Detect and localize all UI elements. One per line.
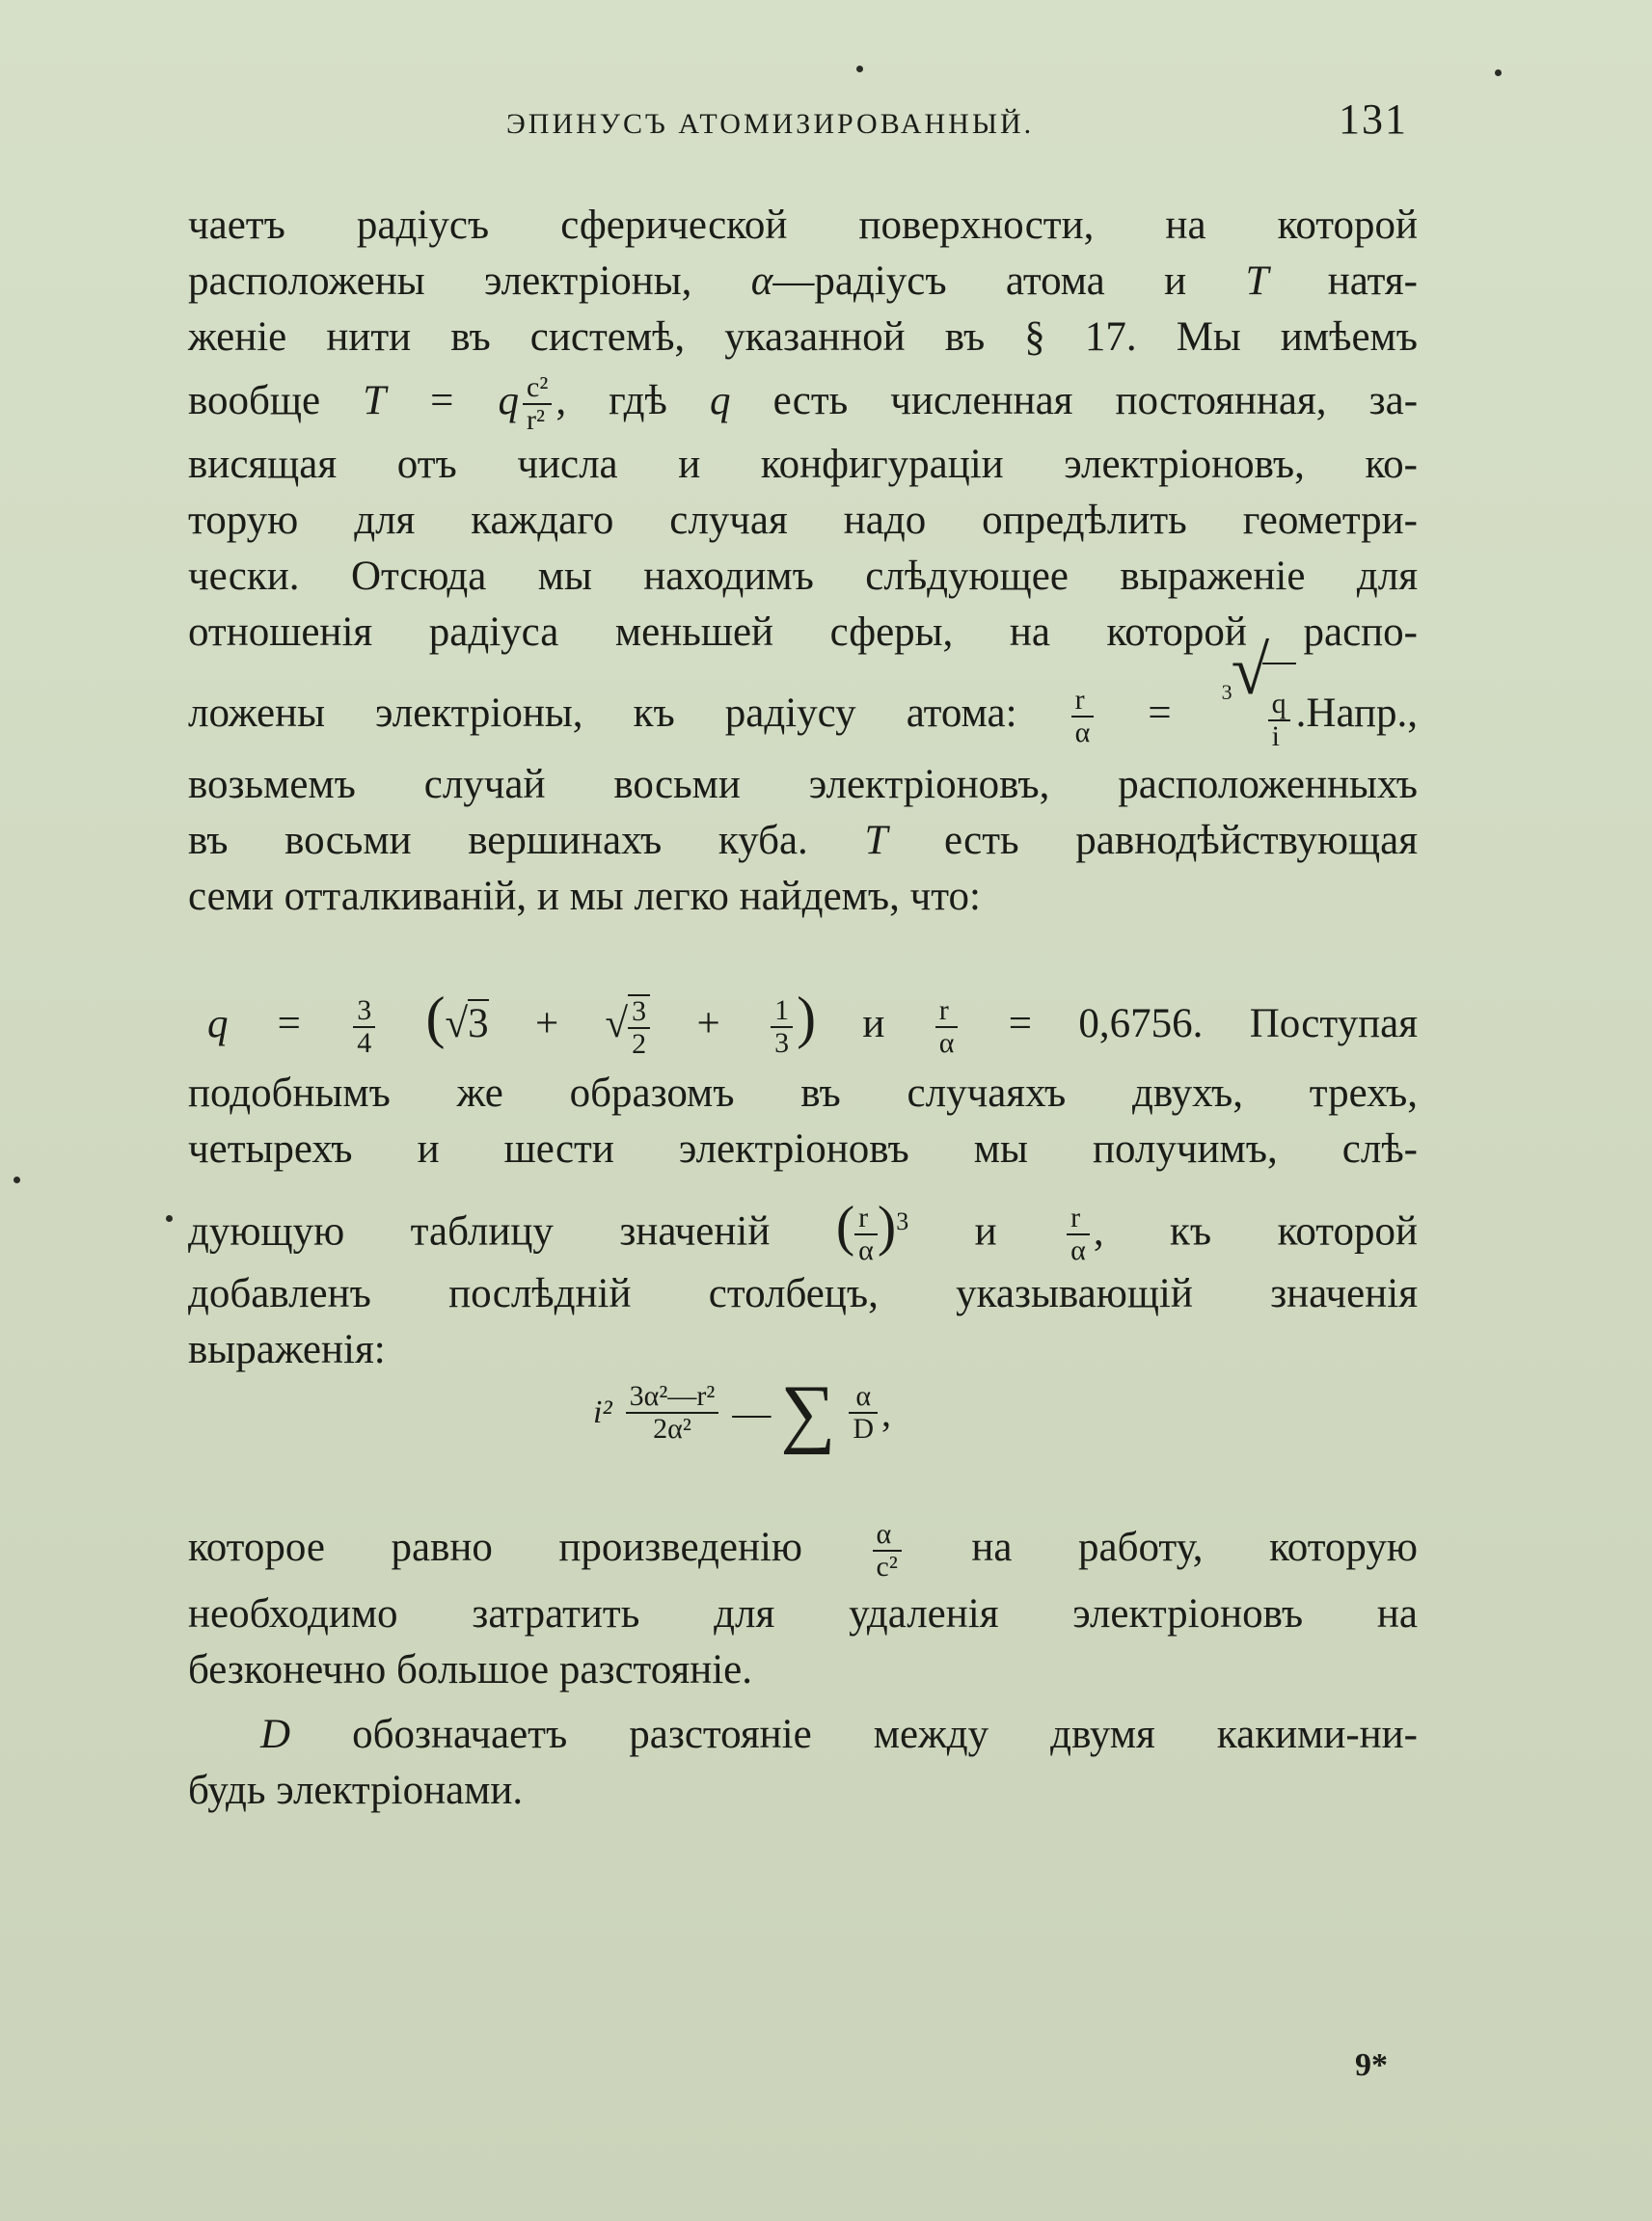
page-header	[188, 95, 1418, 152]
text-line: чески. Отсюда мы находимъ слѣдующее выраженіе для	[188, 554, 1418, 599]
running-head: ЭПИНУСЪ АТОМИЗИРОВАННЫЙ.	[506, 108, 1035, 140]
text-line: расположены электріоны, α—радіусъ атома и T натя-	[188, 258, 1418, 304]
text-line: четырехъ и шести электріоновъ мы получимъ, слѣ-	[188, 1126, 1418, 1172]
text-line: выраженія:	[188, 1327, 386, 1372]
text-line: возьмемъ случай восьми электріоновъ, расположенныхъ	[188, 762, 1418, 807]
sigma-symbol: ∑	[780, 1370, 836, 1455]
text-line: необходимо затратить для удаленія электріоновъ на	[188, 1591, 1418, 1637]
text-line: вообще T = q $\frac{\text{c²}}{\text{r²}}$ , гдѣ q есть численная постоянная, за-	[188, 371, 1419, 437]
paragraph-4	[188, 1707, 1418, 1819]
paragraph-1	[188, 198, 1418, 925]
equation-energy: i² $\frac{\text{3α²—r²}}{\text{2α²}}$ — ∑ $\frac{\alpha}{D}$ ,	[593, 1370, 892, 1455]
text-line: отношенія радіуса меньшей сферы, на которой распо-	[188, 609, 1418, 655]
speck	[166, 1215, 173, 1222]
text-line: висящая отъ числа и конфигураціи электріоновъ, ко-	[188, 442, 1418, 487]
speck	[856, 66, 863, 72]
text-line: женіе нити въ системѣ, указанной въ § 17. Мы имѣемъ	[188, 314, 1418, 360]
text-line: которое равно произведенію $\frac{\alpha}{\text{c²}}$ на работу, которую	[188, 1518, 1418, 1584]
text-line: дующую таблицу значеній ( $\frac{r}{\alpha}$ )$^3$ и $\frac{r}{\alpha}$ , къ которой	[188, 1194, 1418, 1267]
text-line: будь электріонами.	[188, 1768, 524, 1813]
text-line: безконечно большое разстояніе.	[188, 1647, 753, 1693]
text-line: D обозначаетъ разстояніе между двумя какими-ни-	[260, 1712, 1419, 1757]
speck	[14, 1177, 20, 1183]
signature-mark: 9*	[1355, 2047, 1388, 2083]
text-line: въ восьми вершинахъ куба. T есть равнодѣйствующая	[188, 818, 1419, 863]
paragraph-2	[188, 1066, 1418, 1378]
speck	[1495, 69, 1502, 76]
text-line: семи отталкиваній, и мы легко найдемъ, что:	[188, 874, 981, 919]
text-line: добавленъ послѣдній столбецъ, указывающій значенія	[188, 1271, 1418, 1316]
formula-line: ложены электріоны, къ радіусу атома: $\frac{r}{\alpha}$ = 3 √ $\frac{q}{i}$ .Напр.,	[188, 661, 1418, 757]
page-number: 131	[1339, 95, 1408, 143]
fraction: $\frac{\text{c²}}{\text{r²}}$	[523, 372, 552, 436]
paragraph-3	[188, 1509, 1418, 1698]
cube-root: 3 √ $\frac{q}{i}$	[1222, 663, 1296, 771]
text-line: подобнымъ же образомъ въ случаяхъ двухъ, трехъ,	[188, 1070, 1418, 1116]
fraction: $\frac{r}{\alpha}$	[1071, 685, 1095, 748]
text-line: чаетъ радіусъ сферической поверхности, на которой	[188, 203, 1418, 248]
text-line: торую для каждаго случая надо опредѣлить геометри-	[188, 498, 1418, 543]
equation-q: q = $\frac{3}{4}$ (√3 + √ $\frac{3}{2}$ + $\frac{1}{3}$ ) и $\frac{r}{\alpha}$ = 0,6756. Поступая	[207, 986, 1418, 1061]
